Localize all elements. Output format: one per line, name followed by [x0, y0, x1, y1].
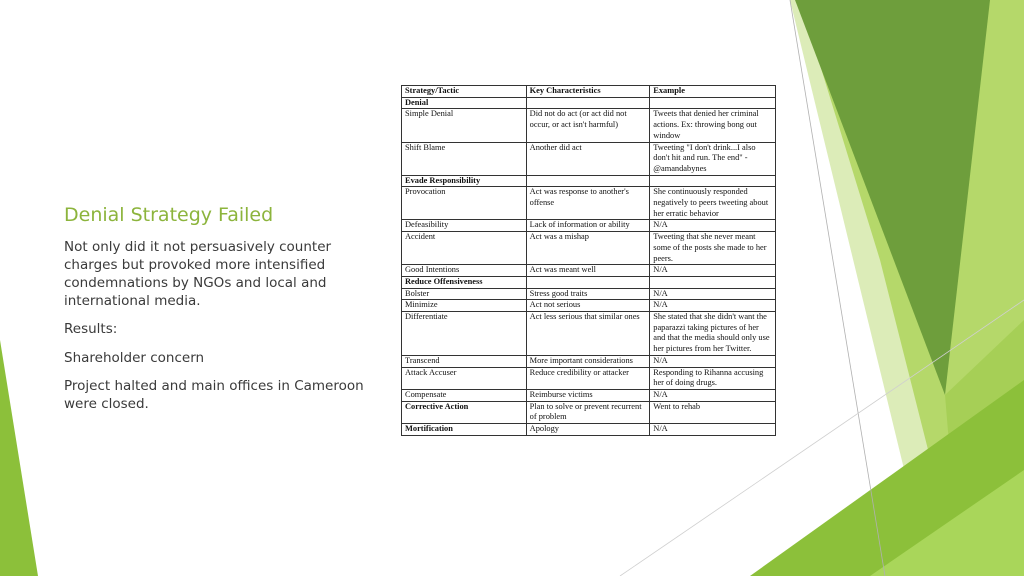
tactic-cell: Good Intentions: [402, 265, 527, 277]
characteristics-cell: Did not do act (or act did not occur, or act isn't harmful): [526, 109, 650, 142]
tactic-cell: Bolster: [402, 288, 527, 300]
example-cell: N/A: [650, 300, 776, 312]
empty-cell: [650, 97, 776, 109]
table-body: [402, 97, 776, 435]
characteristics-cell: Act was a mishap: [526, 232, 650, 265]
tactic-cell: Differentiate: [402, 312, 527, 356]
example-cell: N/A: [650, 355, 776, 367]
strategy-table: [401, 85, 776, 436]
example-cell: Responding to Rihanna accusing her of doing drugs.: [650, 367, 776, 389]
characteristics-cell: Plan to solve or prevent recurrent of problem: [526, 401, 650, 423]
table-row: [402, 232, 776, 265]
table-section-row: [402, 175, 776, 187]
characteristics-cell: Act was response to another's offense: [526, 187, 650, 220]
example-cell: Tweeting that she never meant some of the posts she made to her peers.: [650, 232, 776, 265]
table-row: [402, 389, 776, 401]
table-row: [402, 367, 776, 389]
table-header-row: [402, 86, 776, 98]
table-row: [402, 300, 776, 312]
empty-cell: [526, 97, 650, 109]
table-row: [402, 109, 776, 142]
tactic-cell: Accident: [402, 232, 527, 265]
empty-cell: [526, 175, 650, 187]
column-header: Strategy/Tactic: [402, 86, 527, 98]
column-header: Example: [650, 86, 776, 98]
table-section-row: [402, 276, 776, 288]
table-row: [402, 187, 776, 220]
table-row: [402, 220, 776, 232]
section-label: Denial: [402, 97, 527, 109]
characteristics-cell: Apology: [526, 424, 650, 436]
tactic-cell: Defeasibility: [402, 220, 527, 232]
characteristics-cell: More important considerations: [526, 355, 650, 367]
tactic-cell: Corrective Action: [402, 401, 527, 423]
example-cell: She continuously responded negatively to peers tweeting about her erratic behavior: [650, 187, 776, 220]
example-cell: Went to rehab: [650, 401, 776, 423]
tactic-cell: Mortification: [402, 424, 527, 436]
left-green-wedge: [0, 340, 38, 576]
characteristics-cell: Stress good traits: [526, 288, 650, 300]
tactic-cell: Transcend: [402, 355, 527, 367]
tactic-cell: Compensate: [402, 389, 527, 401]
characteristics-cell: Reduce credibility or attacker: [526, 367, 650, 389]
example-cell: N/A: [650, 389, 776, 401]
empty-cell: [650, 175, 776, 187]
characteristics-cell: Lack of information or ability: [526, 220, 650, 232]
section-label: Evade Responsibility: [402, 175, 527, 187]
section-label: Reduce Offensiveness: [402, 276, 527, 288]
tactic-cell: Provocation: [402, 187, 527, 220]
tactic-cell: Shift Blame: [402, 142, 527, 175]
characteristics-cell: Another did act: [526, 142, 650, 175]
column-header: Key Characteristics: [526, 86, 650, 98]
characteristics-cell: Act was meant well: [526, 265, 650, 277]
characteristics-cell: Act not serious: [526, 300, 650, 312]
example-cell: Tweets that denied her criminal actions. Ex: throwing bong out window: [650, 109, 776, 142]
table-row: [402, 355, 776, 367]
example-cell: N/A: [650, 265, 776, 277]
table-row: [402, 312, 776, 356]
tactic-cell: Minimize: [402, 300, 527, 312]
example-cell: N/A: [650, 424, 776, 436]
slide-title: Denial Strategy Failed: [64, 204, 274, 226]
example-cell: N/A: [650, 220, 776, 232]
tactic-cell: Simple Denial: [402, 109, 527, 142]
characteristics-cell: Act less serious that similar ones: [526, 312, 650, 356]
table-row: [402, 401, 776, 423]
tactic-cell: Attack Accuser: [402, 367, 527, 389]
example-cell: Tweeting "I don't drink...I also don't hit and run. The end" -@amandabynes: [650, 142, 776, 175]
example-cell: N/A: [650, 288, 776, 300]
characteristics-cell: Reimburse victims: [526, 389, 650, 401]
table-row: [402, 142, 776, 175]
example-cell: She stated that she didn't want the paparazzi taking pictures of her and that the media should only use her pictures from her Twitter.: [650, 312, 776, 356]
table-row: [402, 424, 776, 436]
results-label: Results:: [64, 321, 118, 337]
result-item: Shareholder concern: [64, 350, 205, 366]
table-section-row: [402, 97, 776, 109]
table-row: [402, 288, 776, 300]
body-paragraph: Not only did it not persuasively counter charges but provoked more intensified condemnations by NGOs and local and international media.: [64, 239, 332, 309]
empty-cell: [526, 276, 650, 288]
result-item: Project halted and main offices in Cameroon were closed.: [64, 378, 364, 412]
table-row: [402, 265, 776, 277]
empty-cell: [650, 276, 776, 288]
